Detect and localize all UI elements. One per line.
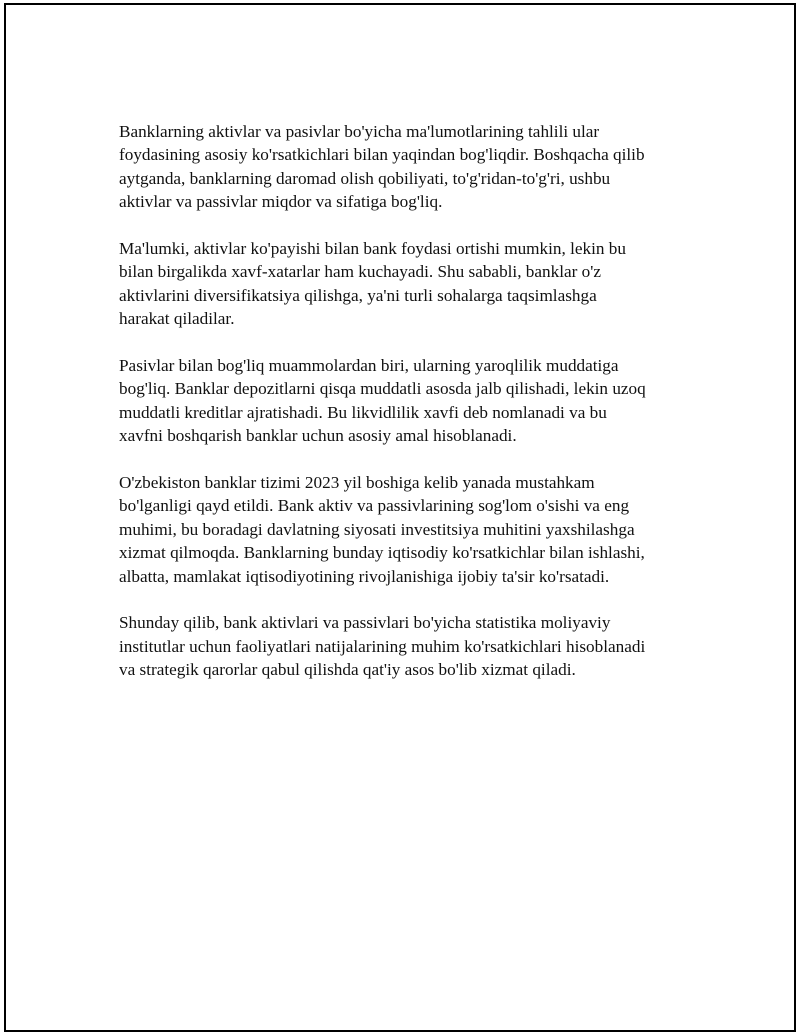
text-line: muddatli kreditlar ajratishadi. Bu likvidlilik xavfi deb nomlanadi va bu bbox=[119, 402, 607, 422]
paragraph bbox=[119, 237, 704, 331]
text-line: aktivlarini diversifikatsiya qilishga, ya'ni turli sohalarga taqsimlashga bbox=[119, 285, 597, 305]
paragraph bbox=[119, 354, 704, 448]
text-line: Shunday qilib, bank aktivlari va passivlari bo'yicha statistika moliyaviy bbox=[119, 613, 611, 633]
text-line: muhimi, bu boradagi davlatning siyosati investitsiya muhitini yaxshilashga bbox=[119, 519, 635, 539]
text-line: xavfni boshqarish banklar uchun asosiy amal hisoblanadi. bbox=[119, 426, 517, 446]
paragraph bbox=[119, 611, 704, 681]
text-line: aytganda, banklarning daromad olish qobiliyati, to'g'ridan-to'g'ri, ushbu bbox=[119, 168, 611, 188]
text-line: Banklarning aktivlar va pasivlar bo'yicha ma'lumotlarining tahlili ular bbox=[119, 122, 600, 141]
text-line: bilan birgalikda xavf-xatarlar ham kuchayadi. Shu sababli, banklar o'z bbox=[119, 262, 601, 282]
text-line: harakat qiladilar. bbox=[119, 309, 235, 329]
text-line: institutlar uchun faoliyatlari natijalarining muhim ko'rsatkichlari hisoblanadi bbox=[119, 636, 646, 656]
text-line: albatta, mamlakat iqtisodiyotining rivojlanishiga ijobiy ta'sir ko'rsatadi. bbox=[119, 566, 610, 586]
document-page bbox=[4, 3, 796, 1032]
text-line: Ma'lumki, aktivlar ko'payishi bilan bank foydasi ortishi mumkin, lekin bu bbox=[119, 239, 626, 259]
text-line: aktivlar va passivlar miqdor va sifatiga bog'liq. bbox=[119, 192, 443, 212]
document-body bbox=[119, 120, 704, 705]
text-line: O'zbekiston banklar tizimi 2023 yil boshiga kelib yanada mustahkam bbox=[119, 473, 595, 493]
text-line: bog'liq. Banklar depozitlarni qisqa muddatli asosda jalb qilishadi, lekin uzoq bbox=[119, 379, 646, 399]
paragraph bbox=[119, 120, 704, 214]
paragraph bbox=[119, 471, 704, 588]
text-line: xizmat qilmoqda. Banklarning bunday iqtisodiy ko'rsatkichlar bilan ishlashi, bbox=[119, 543, 645, 563]
text-line: va strategik qarorlar qabul qilishda qat'iy asos bo'lib xizmat qiladi. bbox=[119, 660, 576, 680]
text-line: foydasining asosiy ko'rsatkichlari bilan yaqindan bog'liqdir. Boshqacha qilib bbox=[119, 145, 645, 165]
text-line: bo'lganligi qayd etildi. Bank aktiv va passivlarining sog'lom o'sishi va eng bbox=[119, 496, 630, 516]
text-line: Pasivlar bilan bog'liq muammolardan biri, ularning yaroqlilik muddatiga bbox=[119, 356, 619, 376]
